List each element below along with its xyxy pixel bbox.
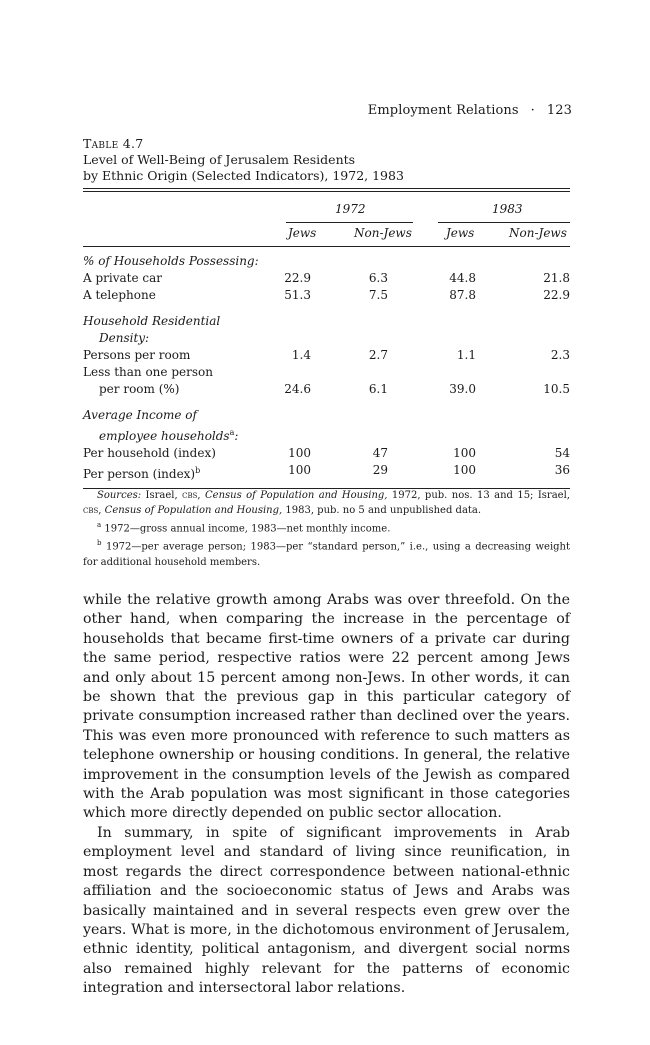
- row-label: Less than one person: [83, 365, 213, 379]
- table-caption: [83, 136, 404, 184]
- col-header-jews-1972: Jews: [288, 226, 317, 240]
- table-title-line2: by Ethnic Origin (Selected Indicators), 1972, 1983: [83, 168, 404, 183]
- cell-value: 54: [554, 446, 570, 460]
- year-header-1972: 1972: [335, 202, 366, 216]
- paragraph-1: while the relative growth among Arabs was over threefold. On the other hand, when comparing the increase in the percentage of households that became first-time owners of a private car during the same period, respective ratios were 22 percent among Jews and only about 15 percent among non-Jews. In other words, it can be shown that the previous gap in this particular category of private consumption increased rather than declined over the years. This was even more pronounced with reference to such matters as telephone ownership or housing conditions. In general, the relative improvement in the consumption levels of the Jewish as compared with the Arab population was most significant in those categories which more directly depended on public sector allocation.: [83, 592, 570, 822]
- chapter-title: Employment Relations: [367, 103, 519, 118]
- cell-value: 22.9: [543, 288, 570, 302]
- table-row: [83, 287, 570, 304]
- section-heading-text: Density:: [99, 331, 150, 345]
- cell-value: 2.3: [550, 348, 570, 362]
- cell-value: 100: [288, 463, 311, 477]
- section-heading: [83, 253, 570, 270]
- cell-value: 22.9: [284, 271, 311, 285]
- table-sources: [83, 488, 570, 570]
- footnote-b: $^b$ 1972—per average person; 1983—per “standard person,” i.e., using a decreasing weight for additional household members.: [83, 539, 570, 568]
- cell-value: 1.1: [456, 348, 476, 362]
- table-row: [83, 381, 570, 398]
- cell-value: 21.8: [543, 271, 570, 285]
- footnote-marker-a: a: [229, 428, 235, 437]
- cell-value: 10.5: [543, 382, 570, 396]
- footnote-a: $^a$ 1972—gross annual income, 1983—net monthly income.: [97, 521, 391, 535]
- cell-value: 29: [372, 463, 388, 477]
- data-table: [83, 188, 570, 489]
- running-head: [368, 103, 572, 118]
- footnote-marker-b: b: [195, 466, 201, 475]
- cell-value: 47: [372, 446, 388, 460]
- table-label: Table 4.7: [83, 136, 144, 151]
- section-heading-text: % of Households Possessing:: [83, 254, 259, 268]
- cell-value: 51.3: [284, 288, 311, 302]
- paragraph-2: In summary, in spite of significant improvements in Arab employment level and standard of living since reunification, in most regards the direct correspondence between national-ethnic affiliation and the socioeconomic status of Jews and Arabs was basically maintained and in several respects even grew over the years. What is more, in the dichotomous environment of Jerusalem, ethnic identity, political antagonism, and divergent social norms also remained highly relevant for the patterns of economic integration and intersectoral labor relations.: [83, 824, 570, 997]
- cell-value: 1.4: [291, 348, 311, 362]
- year-header-1983: 1983: [492, 202, 523, 216]
- row-label: Per household (index): [83, 446, 216, 460]
- cell-value: 24.6: [284, 382, 311, 396]
- column-header-row: [83, 220, 570, 246]
- section-heading: [83, 407, 570, 424]
- table-row: [83, 462, 570, 483]
- row-label: per room (%): [99, 382, 180, 396]
- row-label: A private car: [83, 271, 163, 285]
- cell-value: 87.8: [449, 288, 476, 302]
- section-heading: [83, 424, 570, 445]
- cell-value: 2.7: [368, 348, 388, 362]
- table-title-line1: Level of Well-Being of Jerusalem Residents: [83, 152, 356, 167]
- section-heading: [83, 330, 570, 347]
- body-text: [83, 591, 570, 999]
- cell-value: 6.1: [368, 382, 388, 396]
- table-row: [83, 445, 570, 462]
- page-number: 123: [546, 103, 572, 118]
- row-label: Persons per room: [83, 348, 191, 362]
- cell-value: 6.3: [368, 271, 388, 285]
- col-header-nonjews-1972: Non-Jews: [354, 226, 412, 240]
- cell-value: 44.8: [449, 271, 476, 285]
- cell-value: 100: [453, 446, 476, 460]
- col-header-nonjews-1983: Non-Jews: [509, 226, 567, 240]
- table-body: [83, 247, 570, 488]
- sources-note: Sources: Israel, cbs, Census of Population and Housing, 1972, pub. nos. 13 and 15; Israel, cbs, Census of Population and Housing, 1983, pub. no 5 and unpublished data.: [83, 490, 570, 516]
- table-row: [83, 347, 570, 364]
- col-header-jews-1983: Jews: [446, 226, 475, 240]
- year-header-row: [83, 192, 570, 220]
- row-label: Per person (index)$^b$: [83, 466, 201, 481]
- section-heading-text: employee households$^a$:: [99, 428, 239, 443]
- row-label: A telephone: [83, 288, 156, 302]
- table-row: [83, 364, 570, 381]
- section-heading: [83, 313, 570, 330]
- cell-value: 7.5: [368, 288, 388, 302]
- cell-value: 100: [288, 446, 311, 460]
- section-heading-text: Average Income of: [83, 408, 197, 422]
- cell-value: 100: [453, 463, 476, 477]
- cell-value: 39.0: [449, 382, 476, 396]
- table-row: [83, 270, 570, 287]
- cell-value: 36: [554, 463, 570, 477]
- section-heading-text: Household Residential: [83, 314, 221, 328]
- separator: ·: [530, 103, 535, 118]
